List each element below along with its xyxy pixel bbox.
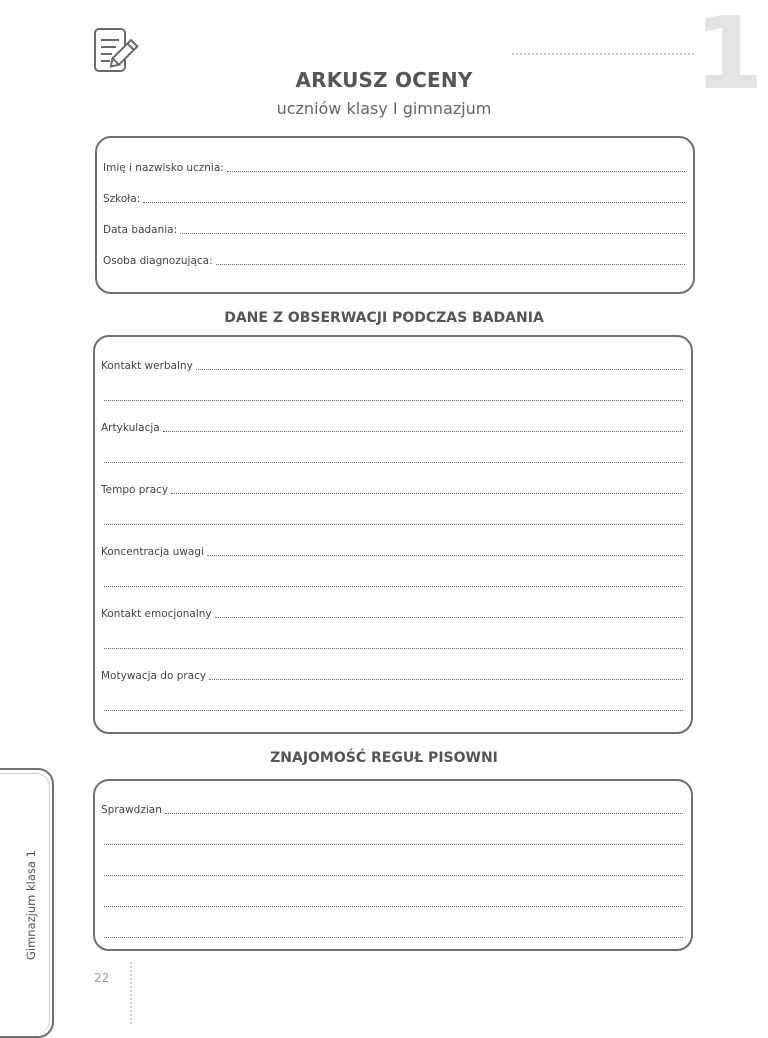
- dotted-fill-line: [104, 461, 683, 463]
- work-pace-continuation[interactable]: [101, 513, 683, 527]
- emotional-contact-field[interactable]: [101, 606, 683, 620]
- field-label: Tempo pracy: [101, 484, 169, 496]
- test-field[interactable]: [101, 802, 683, 816]
- field-label: Sprawdzian: [101, 804, 162, 816]
- spelling-box: [93, 779, 693, 951]
- page-title: ARKUSZ OCENY: [295, 68, 473, 92]
- diagnostician-field[interactable]: [103, 253, 685, 267]
- field-label: Koncentracja uwagi: [101, 546, 204, 558]
- motivation-continuation[interactable]: [101, 699, 683, 713]
- dotted-fill-line: [216, 263, 685, 265]
- field-label: Szkoła:: [103, 193, 141, 205]
- page-number: 22: [94, 971, 110, 985]
- student-name-field[interactable]: [103, 160, 685, 174]
- observation-box: [93, 335, 693, 734]
- dotted-fill-line: [104, 647, 683, 649]
- motivation-field[interactable]: [101, 668, 683, 682]
- dotted-fill-line: [209, 678, 683, 680]
- dotted-fill-line: [104, 843, 683, 845]
- dotted-fill-line: [207, 554, 683, 556]
- dotted-fill-line: [165, 812, 683, 814]
- observation-heading: DANE Z OBSERWACJI PODCZAS BADANIA: [224, 310, 544, 326]
- dotted-fill-line: [104, 905, 683, 907]
- side-tab-label: Gimnazjum klasa 1: [24, 850, 38, 960]
- field-label: Data badania:: [103, 224, 178, 236]
- dotted-fill-line: [104, 523, 683, 525]
- school-field[interactable]: [103, 191, 685, 205]
- dotted-fill-line: [171, 492, 683, 494]
- test-continuation-4[interactable]: [101, 926, 683, 940]
- concentration-field[interactable]: [101, 544, 683, 558]
- field-label: Kontakt emocjonalny: [101, 608, 212, 620]
- dotted-fill-line: [196, 368, 683, 370]
- test-continuation-3[interactable]: [101, 895, 683, 909]
- work-pace-field[interactable]: [101, 482, 683, 496]
- footer-dotted-line: [130, 962, 132, 1024]
- exam-date-field[interactable]: [103, 222, 685, 236]
- student-info-box: [95, 136, 695, 294]
- field-label: Kontakt werbalny: [101, 360, 193, 372]
- dotted-fill-line: [104, 936, 683, 938]
- chapter-number: 1: [694, 0, 760, 112]
- dotted-fill-line: [143, 201, 685, 203]
- dotted-fill-line: [163, 430, 683, 432]
- field-label: Artykulacja: [101, 422, 160, 434]
- test-continuation-1[interactable]: [101, 833, 683, 847]
- field-label: Osoba diagnozująca:: [103, 255, 213, 267]
- page-subtitle: uczniów klasy I gimnazjum: [276, 99, 492, 118]
- verbal-contact-continuation[interactable]: [101, 389, 683, 403]
- articulation-field[interactable]: [101, 420, 683, 434]
- dotted-fill-line: [227, 170, 685, 172]
- dotted-fill-line: [215, 616, 683, 618]
- dotted-fill-line: [104, 709, 683, 711]
- articulation-continuation[interactable]: [101, 451, 683, 465]
- concentration-continuation[interactable]: [101, 575, 683, 589]
- field-label: Imię i nazwisko ucznia:: [103, 162, 224, 174]
- spelling-heading: ZNAJOMOŚĆ REGUŁ PISOWNI: [270, 750, 498, 766]
- test-continuation-2[interactable]: [101, 864, 683, 878]
- dotted-fill-line: [104, 585, 683, 587]
- dotted-fill-line: [180, 232, 685, 234]
- dotted-fill-line: [104, 874, 683, 876]
- header-dotted-line: [512, 53, 694, 55]
- dotted-fill-line: [104, 399, 683, 401]
- field-label: Motywacja do pracy: [101, 670, 207, 682]
- emotional-contact-continuation[interactable]: [101, 637, 683, 651]
- verbal-contact-field[interactable]: [101, 358, 683, 372]
